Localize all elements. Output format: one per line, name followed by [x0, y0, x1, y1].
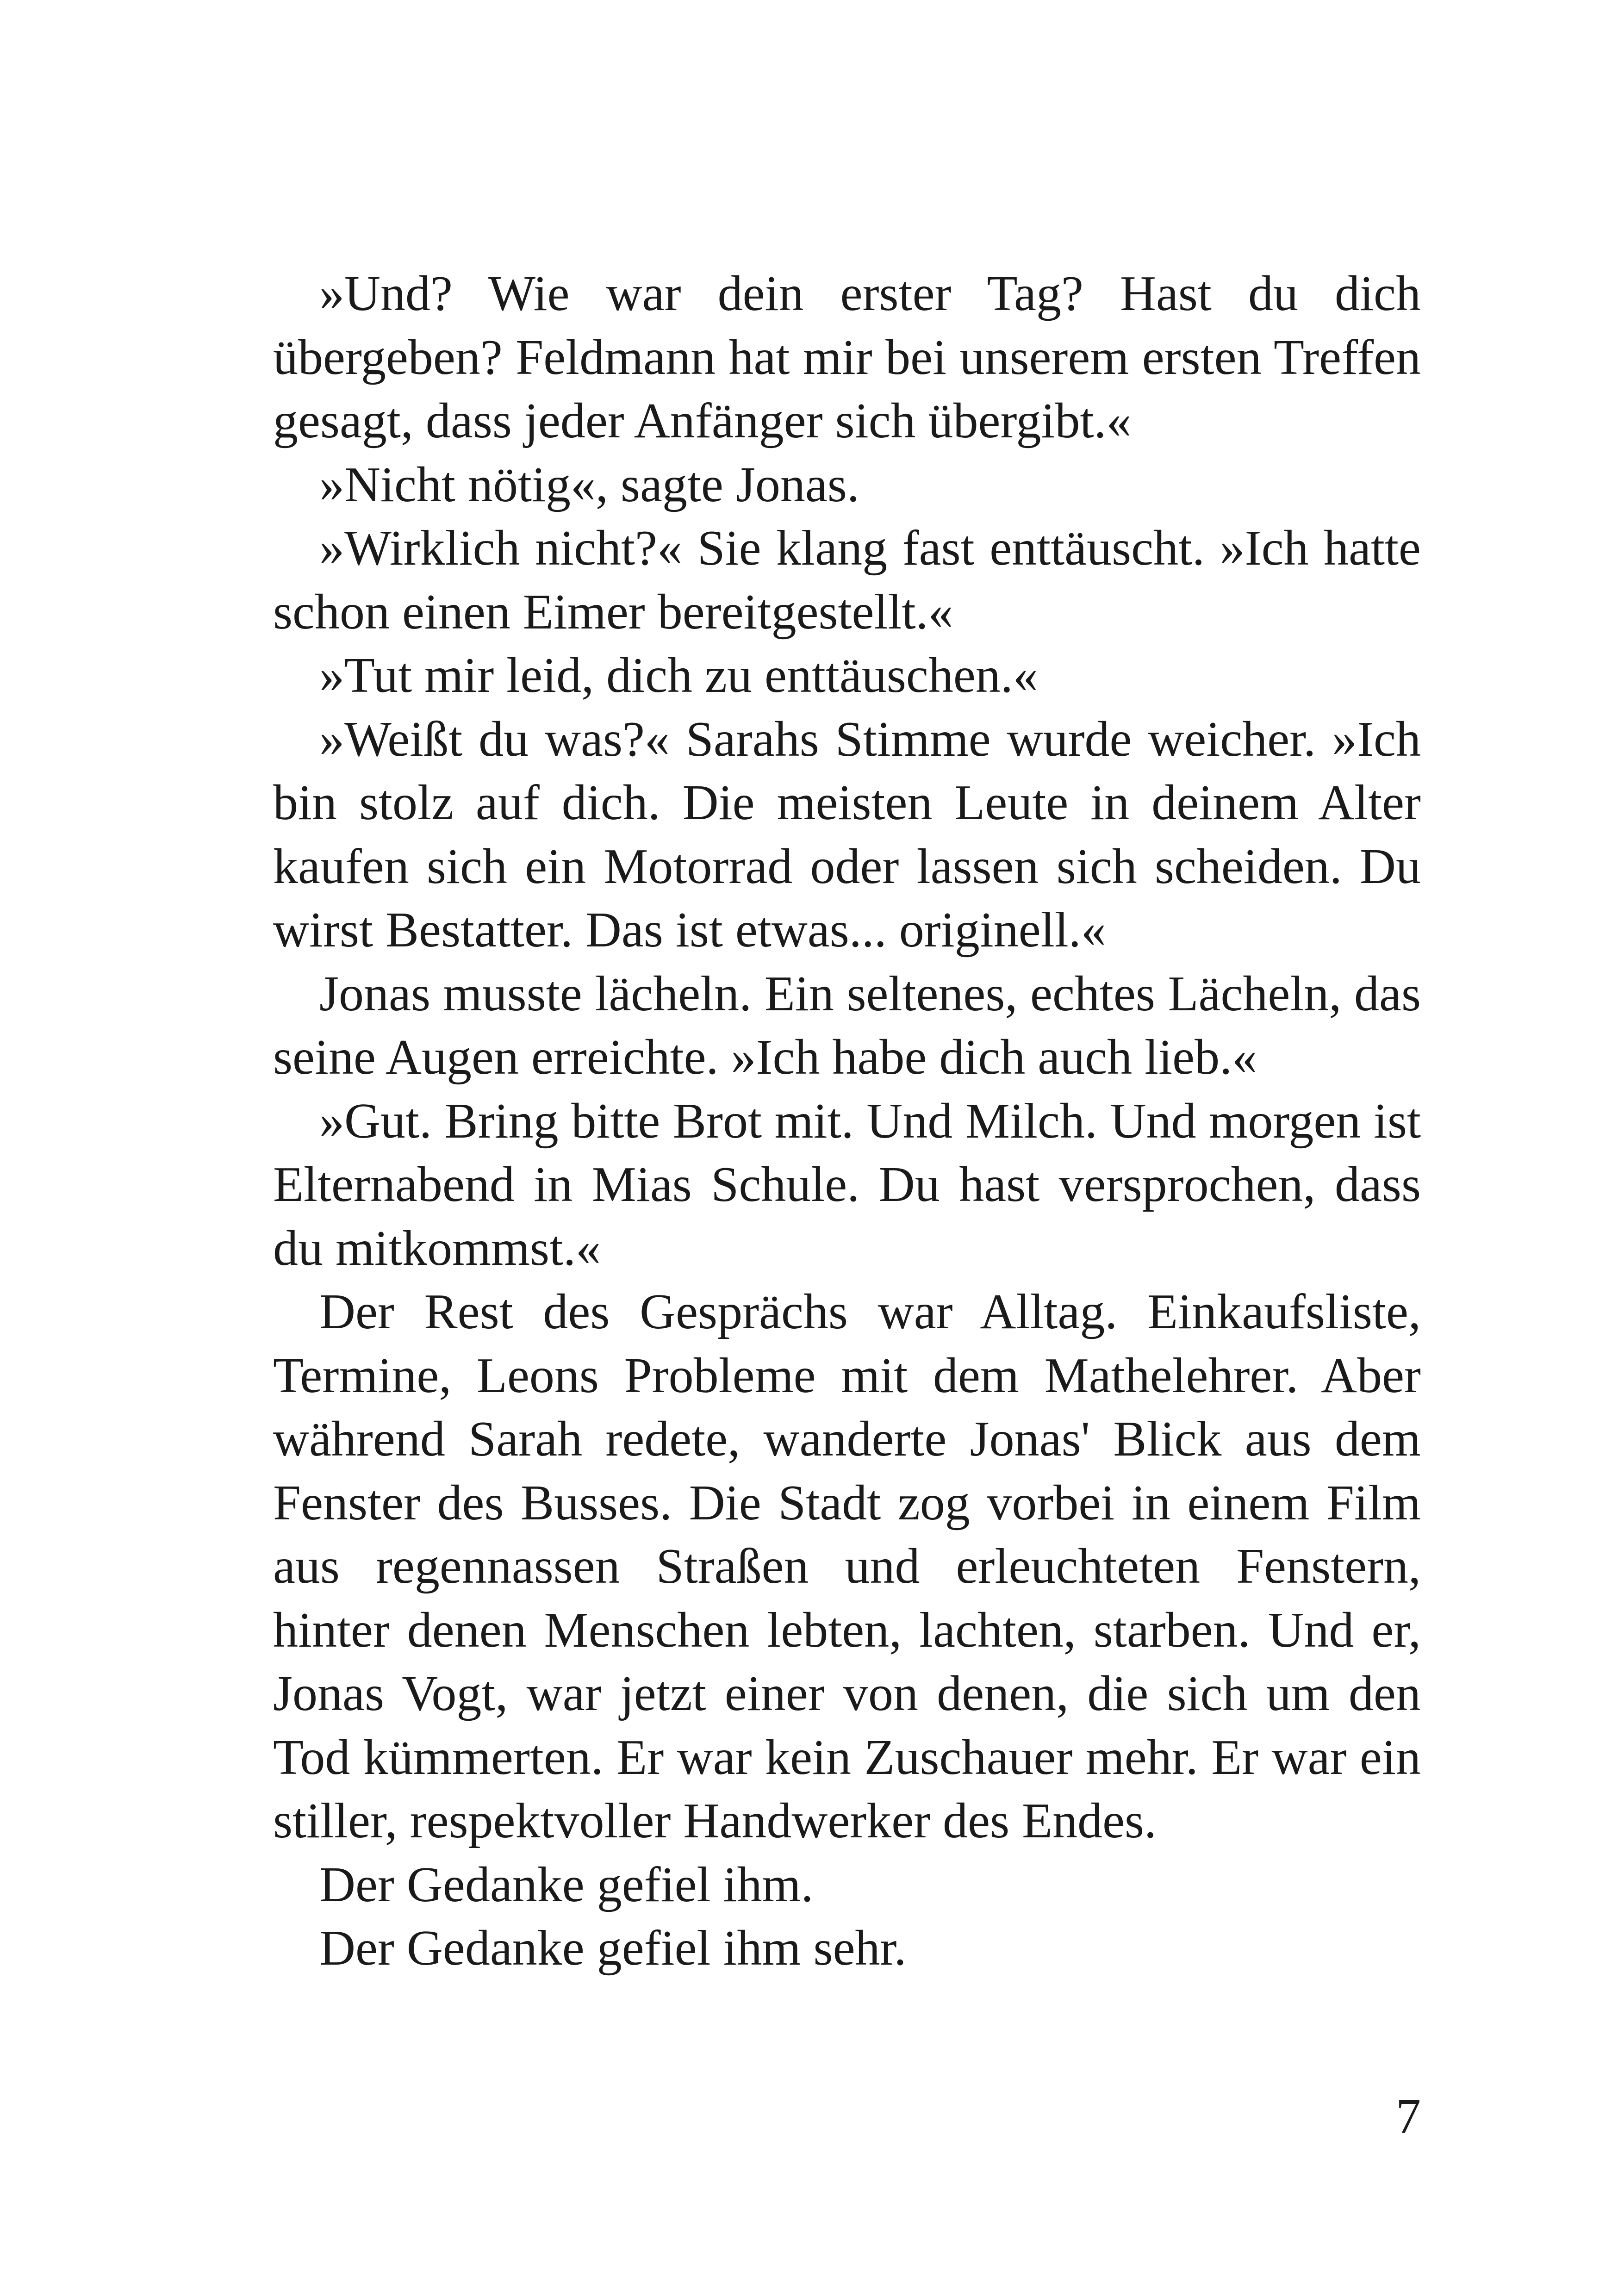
paragraph: Jonas musste lächeln. Ein seltenes, echtes Lächeln, das seine Augen erreichte. »Ich habe dich auch lieb.«: [273, 966, 1421, 1085]
paragraph: »Gut. Bring bitte Brot mit. Und Milch. Und morgen ist Elternabend in Mias Schule. Du hast versprochen, dass du mitkommst.«: [273, 1093, 1421, 1276]
paragraph: Der Gedanke gefiel ihm.: [319, 1857, 814, 1912]
paragraph: »Tut mir leid, dich zu enttäuschen.«: [319, 648, 1038, 703]
paragraph: »Nicht nötig«, sagte Jonas.: [319, 457, 859, 512]
paragraph: »Wirklich nicht?« Sie klang fast enttäuscht. »Ich hatte schon einen Eimer bereitgestellt.«: [273, 521, 1421, 640]
paragraph: Der Rest des Gesprächs war Alltag. Einkaufsliste, Termine, Leons Probleme mit dem Mathelehrer. Aber während Sarah redete, wanderte Jonas' Blick aus dem Fenster des Busses. Die Stadt zog vorbei in einem Film aus regennassen Straßen und erleuchteten Fenstern, hinter denen Menschen lebten, lachten, starben. Und er, Jonas Vogt, war jetzt einer von denen, die sich um den Tod kümmerten. Er war kein Zuschauer mehr. Er war ein stiller, respektvoller Handwerker des Endes.: [273, 1284, 1421, 1848]
paragraph: »Und? Wie war dein erster Tag? Hast du dich übergeben? Feldmann hat mir bei unserem ersten Treffen gesagt, dass jeder Anfänger sich übergibt.«: [273, 266, 1421, 448]
page-number: 7: [1396, 2089, 1421, 2144]
paragraph: Der Gedanke gefiel ihm sehr.: [319, 1921, 907, 1976]
body-text: [273, 262, 1421, 1980]
paragraph: »Weißt du was?« Sarahs Stimme wurde weicher. »Ich bin stolz auf dich. Die meisten Leute in deinem Alter kaufen sich ein Motorrad oder lassen sich scheiden. Du wirst Bestatter. Das ist etwas... originell.«: [273, 711, 1421, 958]
